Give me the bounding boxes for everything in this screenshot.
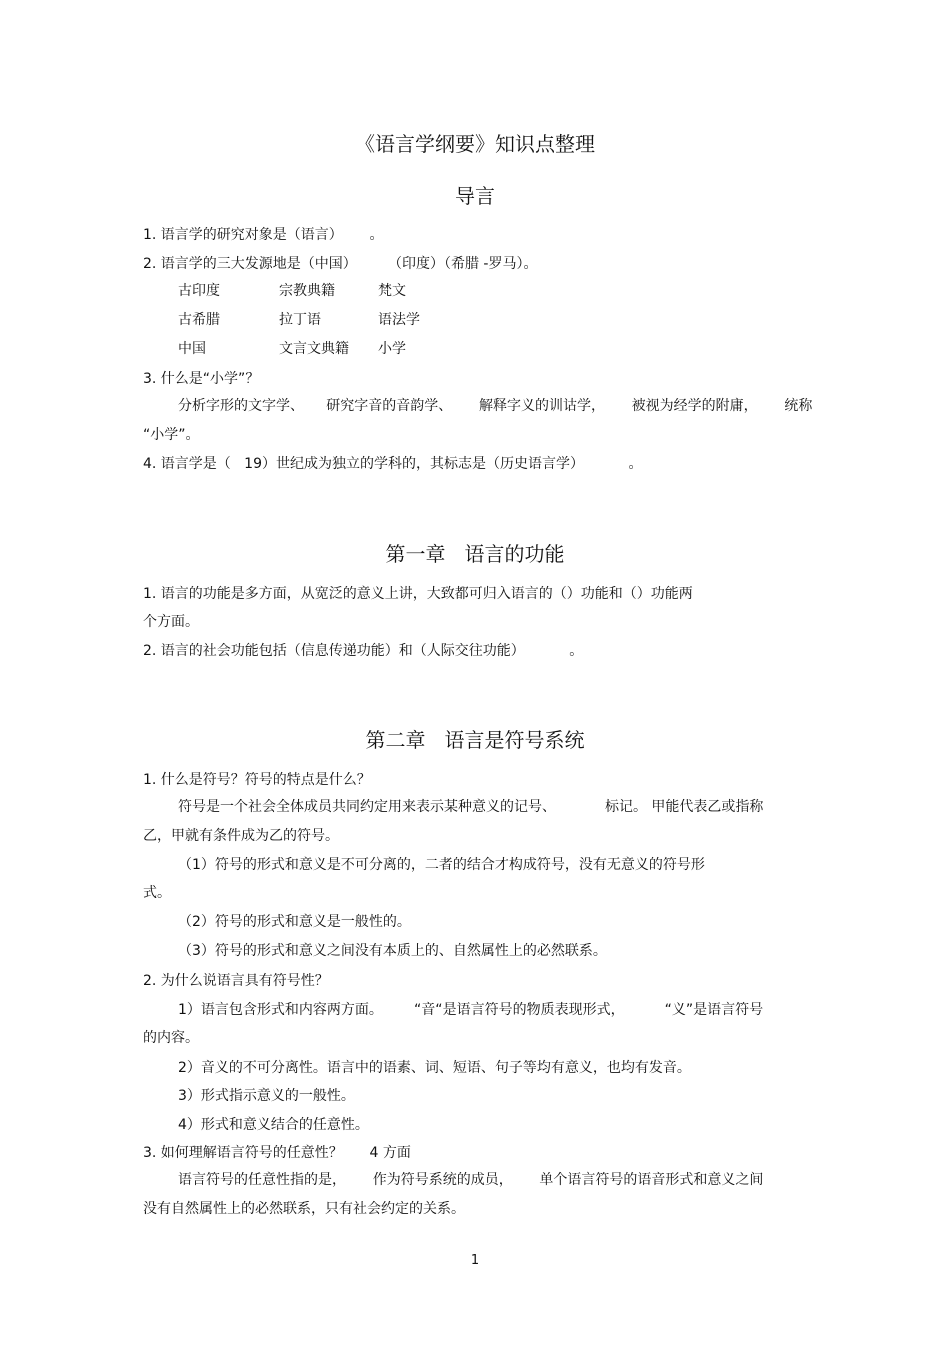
intro-answer-3-line2: “小学”。 bbox=[143, 427, 200, 443]
intro-question-3: 3. 什么是“小学”？ bbox=[143, 371, 260, 387]
chapter2-q2-item-2: 2）音义的不可分离性。语言中的语素、词、短语、句子等均有意义，也均有发音。 bbox=[178, 1060, 691, 1076]
chapter2-answer-1-line2: 乙，甲就有条件成为乙的符号。 bbox=[143, 828, 339, 844]
section-heading-chapter2: 第二章 语言是符号系统 bbox=[365, 728, 585, 752]
section-heading-intro: 导言 bbox=[455, 184, 495, 208]
table-cell: 拉丁语 bbox=[279, 312, 321, 328]
chapter2-question-1: 1. 什么是符号？符号的特点是什么？ bbox=[143, 772, 371, 788]
intro-question-4: 4. 语言学是（ 19）世纪成为独立的学科的，其标志是（历史语言学） 。 bbox=[143, 456, 643, 472]
chapter2-question-3: 3. 如何理解语言符号的任意性？ 4 方面 bbox=[143, 1145, 411, 1161]
table-cell: 古印度 bbox=[178, 283, 220, 299]
chapter2-item-1-line1: （1）符号的形式和意义是不可分离的，二者的结合才构成符号，没有无意义的符号形 bbox=[178, 857, 705, 873]
table-cell: 小学 bbox=[378, 341, 406, 357]
table-cell: 梵文 bbox=[378, 283, 406, 299]
chapter2-item-3: （3）符号的形式和意义之间没有本质上的、自然属性上的必然联系。 bbox=[178, 943, 607, 959]
chapter1-question-2: 2. 语言的社会功能包括（信息传递功能）和（人际交往功能） 。 bbox=[143, 643, 584, 659]
chapter2-item-1-line2: 式。 bbox=[143, 885, 171, 901]
intro-question-1: 1. 语言学的研究对象是（语言） 。 bbox=[143, 227, 384, 243]
table-cell: 文言文典籍 bbox=[279, 341, 349, 357]
chapter2-question-2: 2. 为什么说语言具有符号性？ bbox=[143, 973, 329, 989]
chapter2-item-2: （2）符号的形式和意义是一般性的。 bbox=[178, 914, 411, 930]
chapter2-answer-3-line1: 语言符号的任意性指的是， 作为符号系统的成员， 单个语言符号的语音形式和意义之间 bbox=[178, 1172, 764, 1188]
table-cell: 宗教典籍 bbox=[279, 283, 335, 299]
chapter2-q2-item-4: 4）形式和意义结合的任意性。 bbox=[178, 1117, 369, 1133]
table-cell: 古希腊 bbox=[178, 312, 220, 328]
chapter2-q2-item-1-line1: 1）语言包含形式和内容两方面。 “音“是语言符号的物质表现形式， “义”是语言符号 bbox=[178, 1002, 764, 1018]
intro-question-2: 2. 语言学的三大发源地是（中国） （印度）（希腊 -罗马）。 bbox=[143, 256, 538, 272]
page-number: 1 bbox=[470, 1253, 480, 1268]
chapter1-question-1-line1: 1. 语言的功能是多方面，从宽泛的意义上讲，大致都可归入语言的（）功能和（）功能两 bbox=[143, 586, 693, 602]
chapter2-answer-3-line2: 没有自然属性上的必然联系，只有社会约定的关系。 bbox=[143, 1201, 465, 1217]
document-title: 《语言学纲要》知识点整理 bbox=[355, 132, 595, 156]
chapter2-q2-item-3: 3）形式指示意义的一般性。 bbox=[178, 1088, 355, 1104]
table-cell: 语法学 bbox=[378, 312, 420, 328]
chapter2-q2-item-1-line2: 的内容。 bbox=[143, 1030, 199, 1046]
intro-answer-3-line1: 分析字形的文字学、 研究字音的音韵学、 解释字义的训诂学， 被视为经学的附庸， 统称 bbox=[178, 398, 813, 414]
chapter1-question-1-line2: 个方面。 bbox=[143, 614, 199, 630]
chapter2-answer-1-line1: 符号是一个社会全体成员共同约定用来表示某种意义的记号、 标记。 甲能代表乙或指称 bbox=[178, 799, 764, 815]
section-heading-chapter1: 第一章 语言的功能 bbox=[385, 542, 565, 566]
table-cell: 中国 bbox=[178, 341, 206, 357]
